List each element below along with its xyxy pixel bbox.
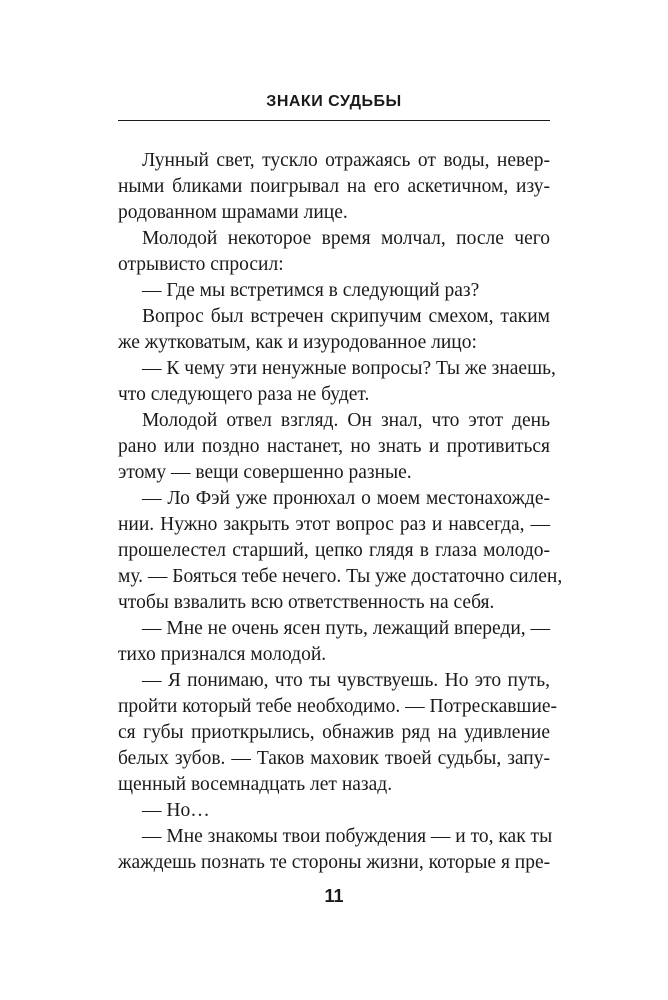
text-line: отрывисто спросил: [118, 254, 284, 275]
text-line: родованном шрамами лице. [118, 202, 348, 223]
text-line: чтобы взвалить всю ответственность на себя. [118, 592, 495, 613]
text-line: му. — Бояться тебе нечего. Ты уже достаточно силен, [118, 566, 563, 587]
text-line: тихо признался молодой. [118, 644, 327, 665]
text-line: Молодой некоторое время молчал, после чего [142, 228, 550, 249]
text-line: прошелестел старший, цепко глядя в глаза молодо- [118, 540, 550, 561]
header-rule [118, 120, 550, 121]
text-line: ными бликами поигрывал на его аскетичном, изу- [118, 176, 550, 197]
text-line: Вопрос был встречен скрипучим смехом, таким [142, 306, 550, 327]
text-line: пройти который тебе необходимо. — Потрескавшие- [118, 696, 558, 717]
text-line: Лунный свет, тускло отражаясь от воды, невер- [142, 150, 550, 171]
page-number: 11 [324, 886, 344, 906]
text-line: — Мне знакомы твои побуждения — и то, как ты [142, 826, 553, 847]
text-line: белых зубов. — Таков маховик твоей судьбы, запу- [118, 748, 550, 769]
text-line: — Но… [142, 800, 210, 821]
text-line: ся губы приоткрылись, обнажив ряд на удивление [118, 722, 550, 743]
text-line: — К чему эти ненужные вопросы? Ты же знаешь, [142, 358, 556, 379]
text-line: — Где мы встретимся в следующий раз? [142, 280, 480, 301]
text-line: жаждешь познать те стороны жизни, которые я пре- [118, 852, 551, 873]
text-line: — Я понимаю, что ты чувствуешь. Но это путь, [142, 670, 550, 691]
text-line: же жутковатым, как и изуродованное лицо: [118, 332, 477, 353]
text-line: — Мне не очень ясен путь, лежащий впереди, — [142, 618, 551, 639]
text-line: нии. Нужно закрыть этот вопрос раз и навсегда, — [118, 514, 550, 535]
running-title: ЗНАКИ СУДЬБЫ [266, 93, 402, 110]
text-line: Молодой отвел взгляд. Он знал, что этот день [142, 410, 550, 431]
text-line: этому — вещи совершенно разные. [118, 462, 412, 483]
text-line: щенный восемнадцать лет назад. [118, 774, 393, 795]
text-line: — Ло Фэй уже пронюхал о моем местонахожде- [142, 488, 550, 509]
text-line: что следующего раза не будет. [118, 384, 370, 405]
text-line: рано или поздно настанет, но знать и противиться [118, 436, 550, 457]
